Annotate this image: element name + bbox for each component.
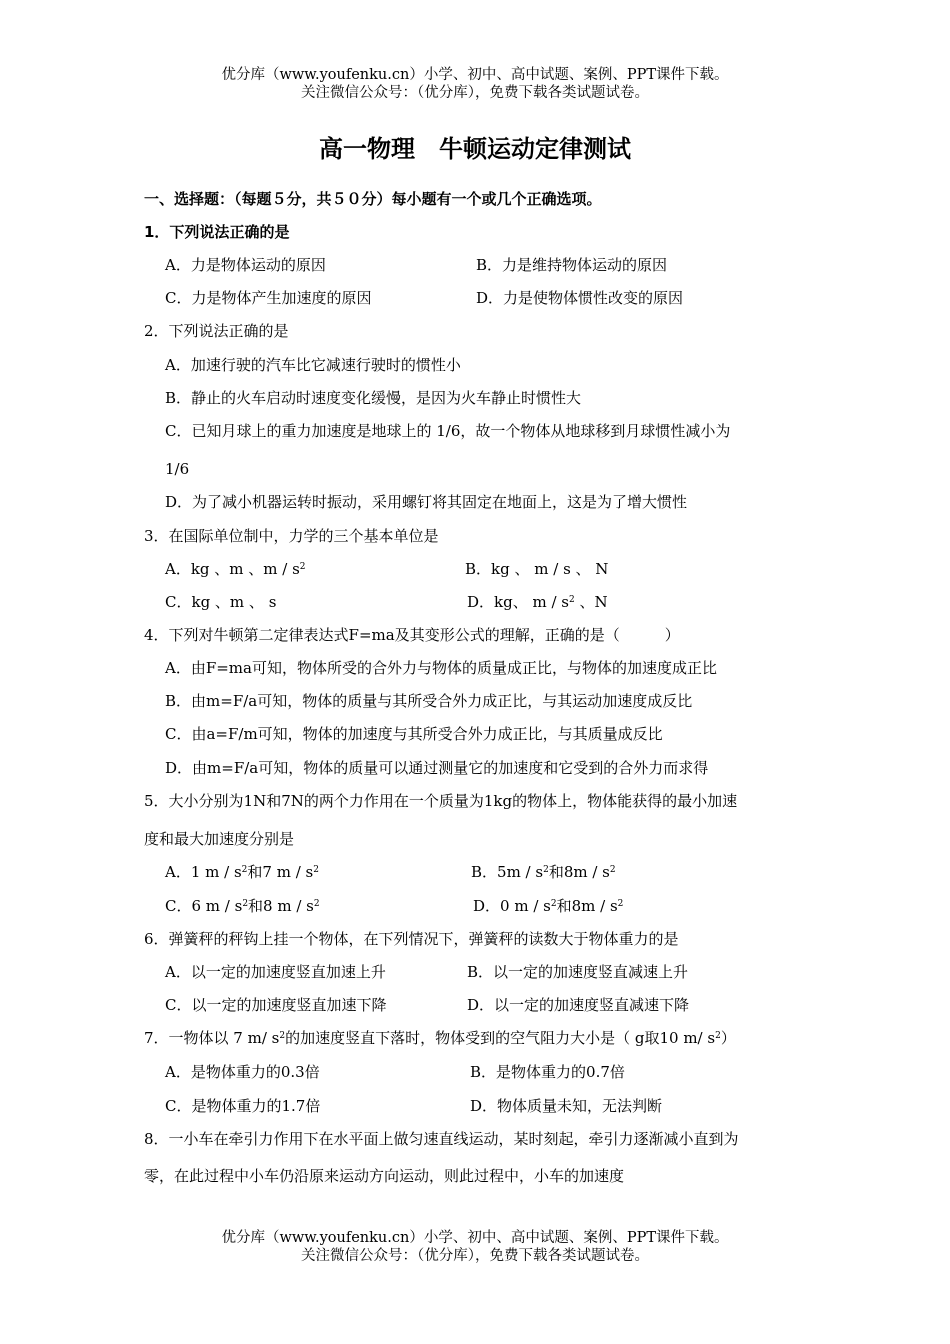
- footer-line-1: 优分库（www.youfenku.cn）小学、初中、高中试题、案例、PPT课件下载。: [221, 1230, 729, 1246]
- footer-line-2: 关注微信公众号：（优分库），免费下载各类试题试卷。: [301, 1248, 649, 1264]
- q1-option-d: D．力是使物体惯性改变的原因: [476, 289, 684, 307]
- q2-option-c-cont: 1/6: [165, 460, 190, 478]
- q5-option-c: C．6 m / $s^2$和8 m / $s^2$: [165, 897, 320, 915]
- q1-option-b: B．力是维持物体运动的原因: [476, 256, 668, 274]
- q1-stem: 1．下列说法正确的是: [144, 223, 290, 241]
- q5-stem: 5．大小分别为1N和7N的两个力作用在一个质量为1kg的物体上，物体能获得的最小加速: [144, 792, 738, 810]
- page-footer: [0, 1229, 950, 1265]
- q5-option-d: D．0 m / $s^2$和$8m / s^2$: [473, 897, 624, 915]
- q5-option-b: B．$5m / s^2$和$8m / s^2$: [471, 863, 616, 881]
- q8-stem: 8．一小车在牵引力作用下在水平面上做匀速直线运动，某时刻起，牵引力逐渐减小直到为: [144, 1130, 739, 1148]
- q4-option-a: A．由F=ma可知，物体所受的合外力与物体的质量成正比，与物体的加速度成正比: [165, 659, 717, 677]
- q2-stem: 2．下列说法正确的是: [144, 322, 289, 340]
- header-line-1: 优分库（www.youfenku.cn）小学、初中、高中试题、案例、PPT课件下载。: [221, 67, 729, 83]
- q4-option-c: C．由a=F/m可知，物体的加速度与其所受合外力成正比，与其质量成反比: [165, 725, 663, 743]
- q6-option-d: D．以一定的加速度竖直减速下降: [467, 996, 690, 1014]
- q3-option-a: A．kg 、m 、m / $s^2$: [165, 560, 306, 578]
- q7-stem: 7．一物体以 7 m/ $s^2$的加速度竖直下落时，物体受到的空气阻力大小是（ g取10 m/ $s^2$）: [144, 1029, 736, 1047]
- q7-option-d: D．物体质量未知，无法判断: [470, 1097, 663, 1115]
- q2-option-d: D．为了减小机器运转时振动，采用螺钉将其固定在地面上，这是为了增大惯性: [165, 493, 688, 511]
- q3-option-b: B．kg 、 m / s 、 N: [465, 560, 609, 578]
- q5-option-a: A．1 m / $s^2$和7 m / $s^2$: [165, 863, 319, 881]
- q2-option-a: A．加速行驶的汽车比它减速行驶时的惯性小: [165, 356, 461, 374]
- q7-option-c: C．是物体重力的1.7倍: [165, 1097, 321, 1115]
- q3-option-c: C．kg 、m 、 s: [165, 593, 277, 611]
- q4-option-d: D．由m=F/a可知，物体的质量可以通过测量它的加速度和它受到的合外力而求得: [165, 759, 709, 777]
- q4-stem: 4．下列对牛顿第二定律表达式F=ma及其变形公式的理解，正确的是（ ）: [144, 626, 680, 644]
- q4-option-b: B．由m=F/a可知，物体的质量与其所受合外力成正比，与其运动加速度成反比: [165, 692, 693, 710]
- header-line-2: 关注微信公众号：（优分库），免费下载各类试题试卷。: [301, 85, 649, 101]
- q6-stem: 6．弹簧秤的秤钩上挂一个物体，在下列情况下，弹簧秤的读数大于物体重力的是: [144, 930, 679, 948]
- q6-option-b: B．以一定的加速度竖直减速上升: [467, 963, 689, 981]
- section-heading: 一、选择题：（每题５分，共５０分）每小题有一个或几个正确选项。: [144, 190, 602, 208]
- q1-option-c: C．力是物体产生加速度的原因: [165, 289, 372, 307]
- q8-stem-cont: 零，在此过程中小车仍沿原来运动方向运动，则此过程中，小车的加速度: [144, 1167, 625, 1185]
- page-header: [0, 66, 950, 102]
- q3-stem: 3．在国际单位制中，力学的三个基本单位是: [144, 527, 439, 545]
- q6-option-c: C．以一定的加速度竖直加速下降: [165, 996, 387, 1014]
- q5-stem-cont: 度和最大加速度分别是: [144, 830, 295, 848]
- q3-option-d: D．kg、 m / $s^2$ 、N: [467, 593, 608, 611]
- q7-option-b: B．是物体重力的0.7倍: [470, 1063, 625, 1081]
- q2-option-c: C．已知月球上的重力加速度是地球上的 1/6，故一个物体从地球移到月球惯性减小为: [165, 422, 731, 440]
- q2-option-b: B．静止的火车启动时速度变化缓慢，是因为火车静止时惯性大: [165, 389, 582, 407]
- document-title: 高一物理 牛顿运动定律测试: [319, 135, 631, 163]
- q6-option-a: A．以一定的加速度竖直加速上升: [165, 963, 386, 981]
- q7-option-a: A．是物体重力的0.3倍: [165, 1063, 320, 1081]
- q1-option-a: A．力是物体运动的原因: [165, 256, 326, 274]
